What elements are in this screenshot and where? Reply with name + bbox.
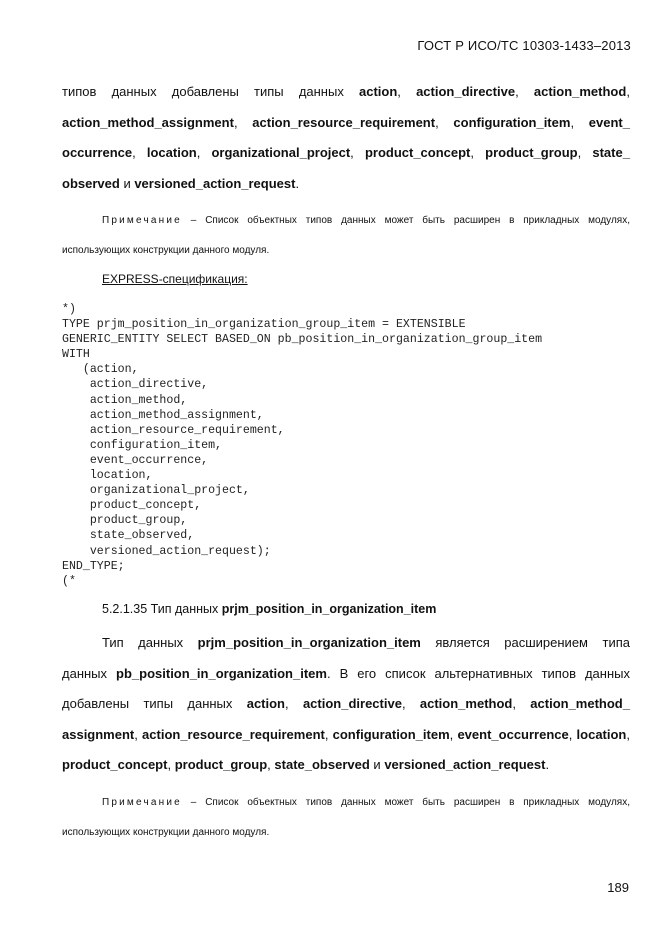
type-name: action_resource_requirement [142, 726, 325, 742]
text: типов [62, 84, 97, 99]
text: данных [298, 84, 344, 99]
type-name: action_method [419, 696, 513, 711]
note [62, 788, 630, 848]
punct: , [350, 145, 354, 160]
type-name: location [576, 726, 627, 742]
punct: . [295, 175, 300, 191]
type-name: product_concept [62, 757, 168, 772]
text: и [123, 175, 131, 191]
type-name: action_method_ [530, 696, 630, 711]
note-text: – Список объектных типов данных может быть расширен в прикладных модулях, [190, 797, 630, 808]
paragraph-extension [62, 628, 630, 781]
note-line: использующих конструкции данного модуля. [62, 245, 270, 256]
type-name: configuration_item [453, 114, 571, 130]
page-header: ГОСТ Р ИСО/ТС 10303-1433–2013 [417, 38, 631, 53]
paragraph-line [62, 138, 630, 169]
type-name: event_ [588, 114, 630, 130]
note [62, 206, 630, 266]
punct: , [577, 145, 582, 160]
paragraph-line [62, 689, 630, 720]
punct: , [626, 84, 630, 99]
type-name: action [359, 84, 398, 99]
punct: , [570, 114, 575, 130]
punct: , [267, 757, 271, 772]
type-name: versioned_action_request [384, 757, 546, 772]
paragraph-line [62, 628, 630, 659]
paragraph-type-list [62, 77, 630, 199]
text: и [373, 757, 381, 772]
paragraph-line [62, 750, 630, 781]
punct: , [512, 696, 516, 711]
note-line: использующих конструкции данного модуля. [62, 827, 270, 838]
punct: , [397, 84, 401, 99]
paragraph-line [62, 169, 630, 200]
section-number: 5.2.1.35 Тип данных [102, 602, 219, 616]
punct: , [134, 726, 138, 742]
type-name: location [146, 145, 197, 160]
text: является [435, 635, 490, 650]
type-name: product_concept [364, 145, 471, 160]
express-code-block: *) TYPE prjm_position_in_organization_group_item = EXTENSIBLE GENERIC_ENTITY SELECT BASED_ON pb_position_in_organization_group_item WITH (action, action_directive, action_method, action_method_assignment, action_resource_requirement, configuration_item, event_occurrence, location, organizational_project, product_concept, product_group, state_observed, versioned_action_request); END_TYPE; (* [62, 303, 543, 588]
paragraph-line [62, 108, 630, 139]
type-name: action_directive [416, 84, 516, 99]
page-number: 189 [607, 880, 629, 895]
text: данных [187, 696, 233, 711]
type-name: product_group [174, 757, 268, 772]
note-line [62, 788, 630, 818]
text: добавлены [62, 696, 130, 711]
punct: , [233, 114, 238, 130]
punct: , [167, 757, 172, 772]
text: В его список альтернативных типов данных [339, 665, 630, 681]
type-name: prjm_position_in_organization_item [197, 635, 421, 650]
type-name: action_directive [302, 696, 402, 711]
type-name: action_method [533, 84, 627, 99]
text: типы [254, 84, 284, 99]
text: типы [143, 696, 174, 711]
type-name: state_observed [274, 757, 370, 772]
type-name: pb_position_in_organization_item [116, 665, 327, 681]
text: данных [138, 635, 184, 650]
punct: , [568, 726, 573, 742]
punct: . [326, 665, 331, 681]
paragraph-line [62, 720, 630, 751]
type-name: observed [62, 175, 120, 191]
punct: , [515, 84, 519, 99]
punct: , [449, 726, 454, 742]
note-line [62, 206, 630, 236]
text: типа [602, 635, 630, 650]
punct: , [470, 145, 475, 160]
punct: , [132, 145, 136, 160]
type-name: occurrence [62, 145, 133, 160]
punct: , [626, 726, 630, 742]
type-name: product_group [485, 145, 578, 160]
text: расширением [504, 635, 588, 650]
text: данных [62, 665, 108, 681]
type-name: action_method_assignment [62, 114, 234, 130]
paragraph-line [62, 77, 630, 108]
type-name: action [246, 696, 286, 711]
type-name: assignment [62, 726, 135, 742]
text: добавлены [171, 84, 239, 99]
type-name: action_resource_requirement [252, 114, 436, 130]
type-name: state_ [592, 145, 630, 160]
punct: , [401, 696, 406, 711]
type-name: event_occurrence [457, 726, 569, 742]
punct: , [285, 696, 289, 711]
text: Тип [102, 635, 124, 650]
punct: , [435, 114, 439, 130]
punct: , [196, 145, 201, 160]
note-label: Примечание [102, 797, 182, 808]
type-name: organizational_project [211, 145, 351, 160]
section-heading [102, 602, 436, 616]
note-label: Примечание [102, 215, 182, 226]
type-name: configuration_item [332, 726, 450, 742]
punct: , [324, 726, 329, 742]
express-spec-label: EXPRESS-спецификация: [102, 272, 248, 286]
punct: . [545, 757, 550, 772]
note-text: – Список объектных типов данных может быть расширен в прикладных модулях, [190, 215, 630, 226]
type-name: versioned_action_request [134, 175, 296, 191]
section-type-name: prjm_position_in_organization_item [221, 602, 437, 616]
paragraph-line [62, 659, 630, 690]
text: данных [111, 84, 157, 99]
